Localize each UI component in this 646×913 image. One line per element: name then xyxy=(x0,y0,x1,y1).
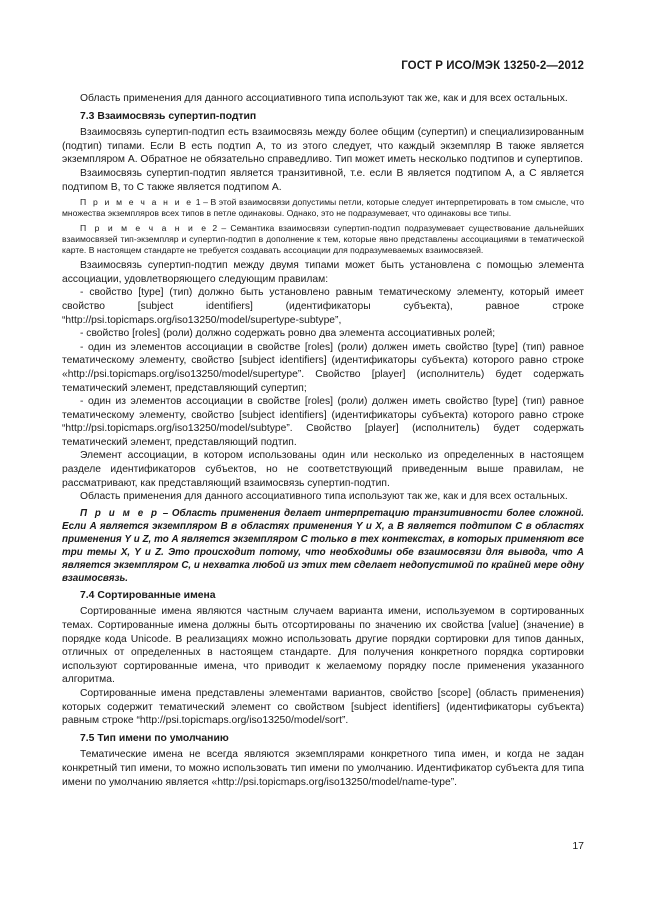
note-text: 1 – В этой взаимосвязи допустимы петли, которые следует интерпретировать в том смысле, что множества экземпляров всех типов в петле одинаковы. Однако, это не подразумевает, что одинаковы все типы. xyxy=(62,197,584,219)
section-heading-7-3: 7.3 Взаимосвязь супертип-подтип xyxy=(80,110,257,122)
section-heading-7-5: 7.5 Тип имени по умолчанию xyxy=(80,732,229,744)
note-label: П р и м е ч а н и е xyxy=(80,197,194,208)
note-1 xyxy=(62,197,584,219)
paragraph: Элемент ассоциации, в котором использованы один или несколько из определенных в настоящем разделе идентификаторов субъектов, но не соответствующий приведенным выше правилам, не рассматривают, как представляющий взаимосвязь супертип-подтип. xyxy=(62,450,584,489)
paragraph: Взаимосвязь супертип-подтип является транзитивной, т.е. если B является подтипом A, а C является подтипом B, то C также является подтипом A. xyxy=(62,167,584,193)
note-label: П р и м е ч а н и е xyxy=(80,222,209,233)
example-text: – Область применения делает интерпретацию транзитивности более сложной. Если A является экземпляром B в областях применения Y и X, а B является подтипом C в областях применения Y и Z, то A является экземпляром C только в тех контекстах, в которых применяют все три темы X, Y и Z. Это происходит потому, что необходимы обе взаимосвязи для вывода, что A является экземпляром C, и нехватка любой из этих тем сделает недопустимой по крайней мере одну взаимосвязь. xyxy=(62,507,585,584)
example xyxy=(62,507,584,585)
paragraph: Тематические имена не всегда являются экземплярами конкретного типа имен, и когда не задан конкретный тип имени, то можно использовать тип имени по умолчанию. Идентификатор субъекта для типа имени по умолчанию является «http://psi.topicmaps.org/iso13250/model/name-type”. xyxy=(62,749,584,788)
example-label: П р и м е р xyxy=(80,507,160,519)
list-item: - один из элементов ассоциации в свойстве [roles] (роли) должен иметь свойство [type] (тип) равное тематическому элементу, свойство [subject identifiers] (идентификаторы субъекта) которого равно строке «http://psi.topicmaps.org/iso13250/model/supertype”. Свойство [player] (исполнитель) будет содержать тематический элемент, представляющий супертип; xyxy=(62,341,584,394)
standard-header: ГОСТ Р ИСО/МЭК 13250-2—2012 xyxy=(401,60,584,72)
list-item: - свойство [roles] (роли) должно содержать ровно два элемента ассоциативных ролей; xyxy=(80,328,496,340)
paragraph: Сортированные имена являются частным случаем варианта имени, используемом в сортированных темах. Сортированные имена должны быть отсортированы по значению их свойства [value] (значение) в порядке кода Unicode. В реализациях можно использовать другие порядки сортировки для типов данных, отличных от определенных в настоящем стандарте. Для получения конкретного порядка сортировки используют сортированные имена, что приводит к желаемому порядку после применения указанного алгоритма. xyxy=(62,606,584,686)
paragraph: Область применения для данного ассоциативного типа используют так же, как и для всех остальных. xyxy=(80,93,568,104)
list-item: - один из элементов ассоциации в свойстве [roles] (роли) должен иметь свойство [type] (тип) равное тематическому элементу, свойство [subject identifiers] (идентификаторы субъекта) которого равно строке “http://psi.topicmaps.org/iso13250/model/subtype”. Свойство [player] (исполнитель) будет содержать тематический элемент, представляющий подтип. xyxy=(62,396,584,448)
list-item: - свойство [type] (тип) должно быть установлено равным тематическому элементу, который имеет свойство [subject identifiers] (идентификаторы субъекта), равное строке “http://psi.topicmaps.org/iso13250/model/supertype-subtype”, xyxy=(62,287,584,326)
paragraph: Область применения для данного ассоциативного типа используют так же, как и для всех остальных. xyxy=(80,491,568,503)
note-text: 2 – Семантика взаимосвязи супертип-подтип подразумевает существование дальнейших взаимосвязей тип-экземпляр и супертип-подтип в дополнение к тем, которые явно представлены ассоциациями в тематической карте. В настоящем стандарте не требуется создавать ассоциации для подразумеваемых взаимосвязей. xyxy=(62,222,584,255)
paragraph: Взаимосвязь супертип-подтип есть взаимосвязь между более общим (супертип) и специализированным (подтип) типами. Если B есть подтип A, то из этого следует, что каждый экземпляр B также является экземпляром A. Обратное не обязательно справедливо. Тип может иметь несколько подтипов и супертипов. xyxy=(62,127,584,166)
section-heading-7-4: 7.4 Сортированные имена xyxy=(80,589,216,601)
page-number: 17 xyxy=(572,840,584,852)
paragraph: Взаимосвязь супертип-подтип между двумя типами может быть установлена с помощью элемента ассоциации, удовлетворяющего следующим правилам: xyxy=(62,260,584,285)
page-content xyxy=(62,92,584,789)
note-2 xyxy=(62,223,584,257)
paragraph: Сортированные имена представлены элементами вариантов, свойство [scope] (область применения) которых содержит тематический элемент со свойством [subject identifiers] (идентификаторы субъекта) равным строке “http://psi.topicmaps.org/iso13250/model/sort”. xyxy=(62,688,584,727)
